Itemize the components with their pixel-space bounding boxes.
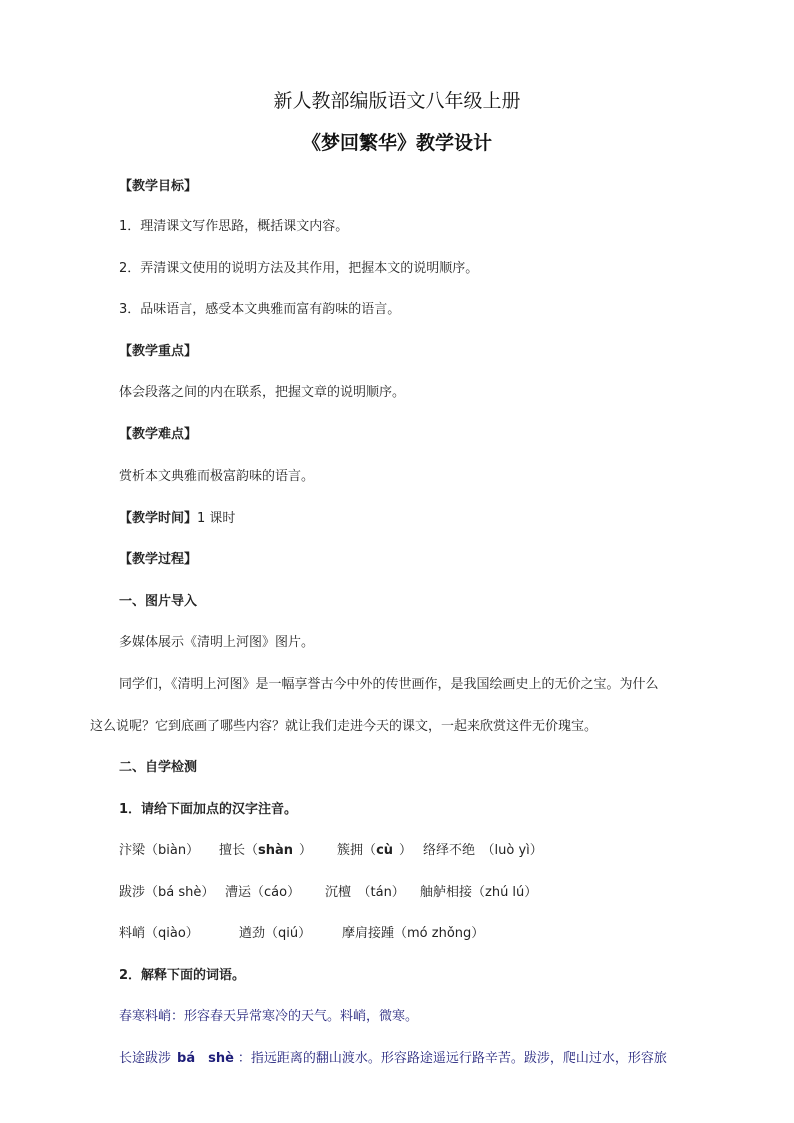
pinyin-item: 擅长（: [219, 843, 259, 858]
goal-3: 3．品味语言，感受本文典雅而富有韵味的语言。: [119, 302, 401, 317]
pinyin-item: 跋涉（bá shè）: [119, 885, 215, 900]
q1-heading: 1．请给下面加点的汉字注音。: [119, 802, 298, 817]
part1-para-line1: 同学们，《清明上河图》是一幅享誉古今中外的传世画作，是我国绘画史上的无价之宝。为什么: [119, 677, 659, 692]
document-title: 新人教部编版语文八年级上册: [273, 90, 521, 112]
pinyin-row-3: [119, 922, 484, 941]
pinyin-item: 簇拥（: [337, 843, 377, 858]
definition-1: 春寒料峭：形容春天异常寒冷的天气。料峭，微寒。: [119, 1009, 419, 1024]
key-heading: 【教学重点】: [119, 344, 198, 359]
pinyin-item: 遒劲（qiú）: [239, 926, 312, 941]
pinyin-item: 摩肩接踵（mó zhǒng）: [342, 926, 485, 941]
document-subtitle: 《梦回繁华》教学设计: [301, 132, 492, 154]
key-text: 体会段落之间的内在联系，把握文章的说明顺序。: [119, 385, 406, 400]
definition-2: [119, 1047, 667, 1066]
pinyin-item: ）: [399, 843, 413, 858]
pinyin-item: 沉檀 （tán）: [325, 885, 405, 900]
definition-2-text: ：指远距离的翻山渡水。形容路途遥远行路辛苦。跋涉，爬山过水，形容旅: [237, 1051, 667, 1066]
time-value: 1 课时: [197, 511, 236, 526]
goals-heading: 【教学目标】: [119, 179, 198, 194]
part1-para-line2: 这么说呢？它到底画了哪些内容？就让我们走进今天的课文，一起来欣赏这件无价瑰宝。: [90, 719, 598, 734]
process-heading: 【教学过程】: [119, 552, 198, 567]
goal-2: 2．弄清课文使用的说明方法及其作用，把握本文的说明顺序。: [119, 261, 479, 276]
part1-heading: 一、图片导入: [119, 594, 198, 609]
pinyin-item: shàn: [258, 843, 294, 858]
pinyin-item: ）: [299, 843, 313, 858]
pinyin-row-2: [119, 881, 537, 900]
q2-heading: 2．解释下面的词语。: [119, 968, 246, 983]
pinyin-item: 料峭（qiào）: [119, 926, 199, 941]
pinyin-row-1: [119, 839, 543, 858]
part1-line1: 多媒体展示《清明上河图》图片。: [119, 635, 315, 650]
pinyin-item: 舳舻相接（zhú lú）: [420, 885, 538, 900]
difficulty-text: 赏析本文典雅而极富韵味的语言。: [119, 469, 315, 484]
time-line: [119, 507, 235, 526]
part2-heading: 二、自学检测: [119, 760, 198, 775]
pinyin-item: cù: [376, 843, 394, 858]
difficulty-heading: 【教学难点】: [119, 427, 198, 442]
definition-2-term: 长途跋涉: [119, 1051, 172, 1066]
pinyin-item: 络绎不绝 （luò yì）: [423, 843, 543, 858]
goal-1: 1．理清课文写作思路，概括课文内容。: [119, 219, 349, 234]
pinyin-item: 汴梁（biàn）: [119, 843, 200, 858]
definition-2-pinyin: bá shè: [177, 1051, 234, 1066]
time-heading: 【教学时间】: [119, 511, 198, 526]
pinyin-item: 漕运（cáo）: [225, 885, 301, 900]
